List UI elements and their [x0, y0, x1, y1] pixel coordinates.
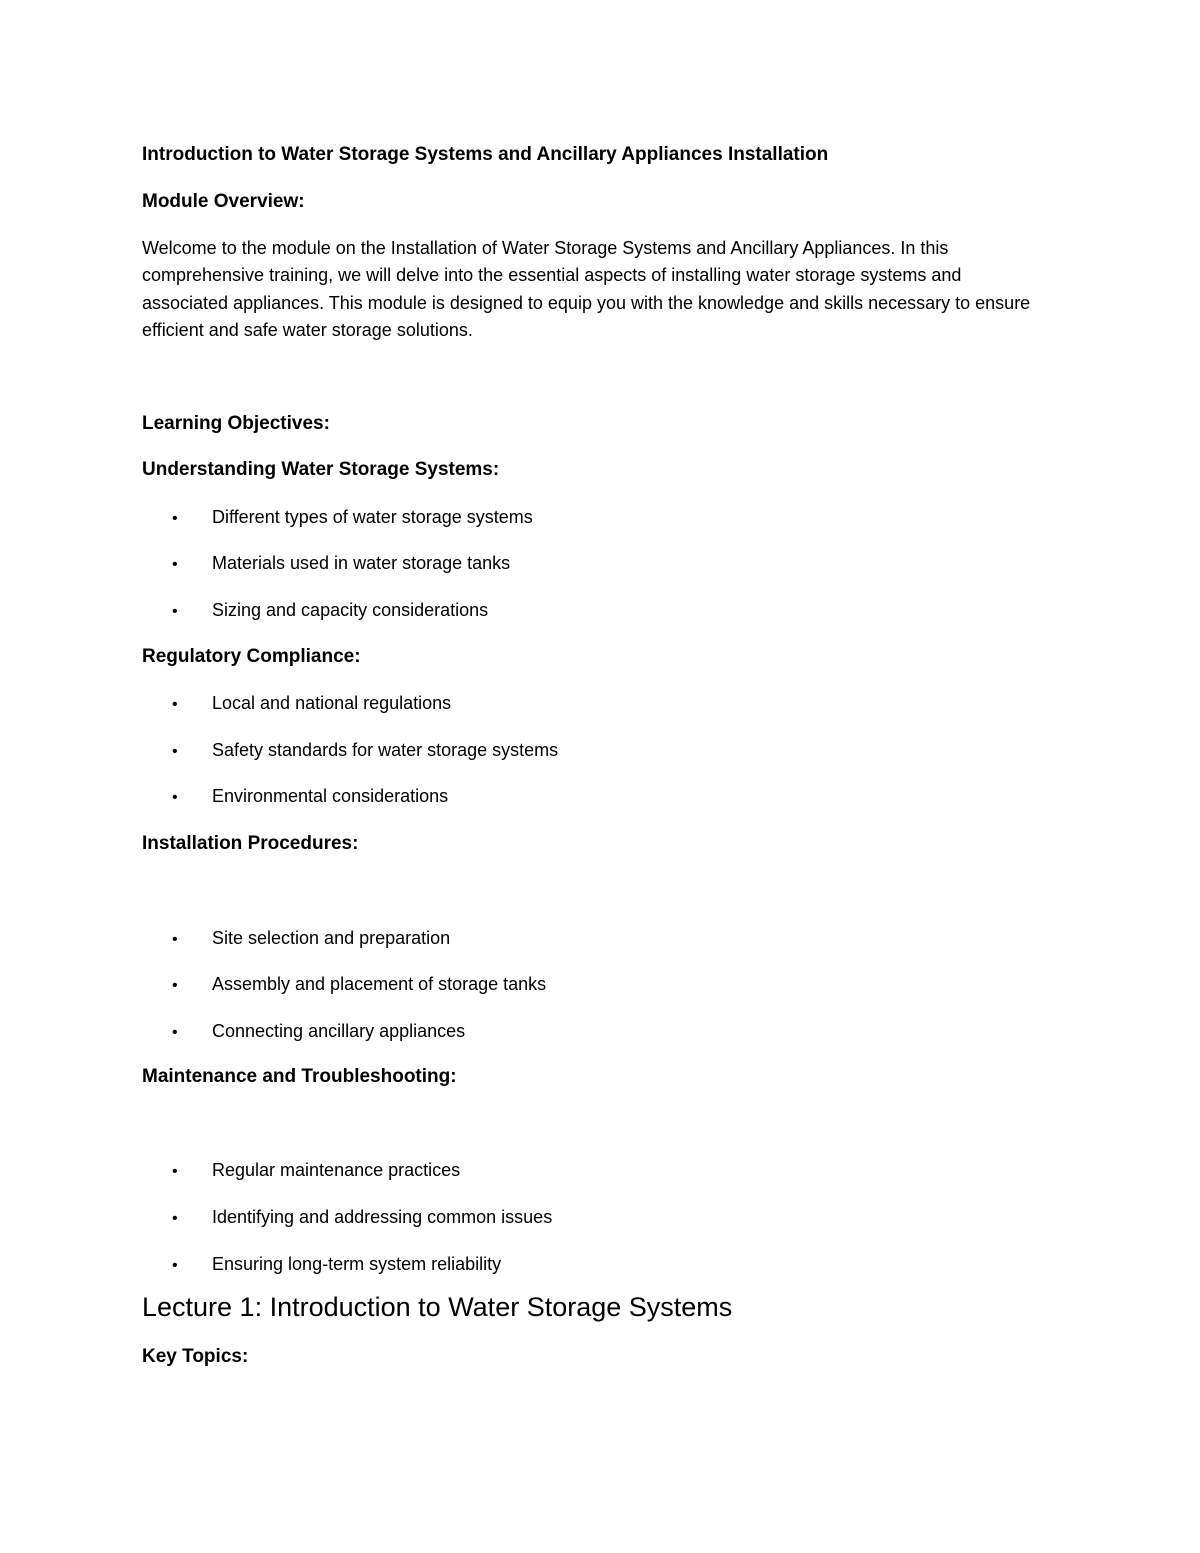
bullet-icon: •	[172, 977, 178, 994]
bullet-icon: •	[172, 743, 178, 760]
section-heading-maintenance: Maintenance and Troubleshooting:	[142, 1066, 457, 1087]
bullet-icon: •	[172, 789, 178, 806]
list-item-text: Environmental considerations	[212, 786, 449, 806]
module-overview-paragraph: Welcome to the module on the Installation of Water Storage Systems and Ancillary Appliances. In this comprehensive training, we will delve into the essential aspects of installing water storage systems and associated appliances. This module is designed to equip you with the knowledge and skills necessary to ensure efficient and safe water storage solutions.	[142, 238, 1031, 340]
list-item	[172, 692, 451, 716]
list-item-text: Assembly and placement of storage tanks	[212, 974, 547, 994]
bullet-icon: •	[172, 1024, 178, 1041]
list-item-text: Different types of water storage systems	[212, 507, 533, 527]
list-item	[172, 785, 448, 809]
list-item	[172, 927, 450, 951]
list-item	[172, 1020, 465, 1044]
list-item	[172, 1206, 552, 1230]
list-item	[172, 599, 488, 623]
section-heading-installation: Installation Procedures:	[142, 833, 359, 854]
bullet-icon: •	[172, 1257, 178, 1274]
list-item	[172, 552, 510, 576]
key-topics-heading: Key Topics:	[142, 1346, 249, 1367]
bullet-icon: •	[172, 696, 178, 713]
bullet-icon: •	[172, 1210, 178, 1227]
list-item-text: Identifying and addressing common issues	[212, 1207, 553, 1227]
list-item-text: Regular maintenance practices	[212, 1160, 461, 1180]
bullet-icon: •	[172, 510, 178, 527]
bullet-icon: •	[172, 603, 178, 620]
list-item	[172, 1159, 460, 1183]
list-item-text: Ensuring long-term system reliability	[212, 1254, 502, 1274]
section-heading-regulatory: Regulatory Compliance:	[142, 646, 361, 667]
list-item-text: Materials used in water storage tanks	[212, 553, 511, 573]
bullet-icon: •	[172, 1163, 178, 1180]
list-item-text: Sizing and capacity considerations	[212, 600, 489, 620]
list-item	[172, 506, 533, 530]
list-item	[172, 1253, 501, 1277]
list-item-text: Site selection and preparation	[212, 928, 451, 948]
list-item	[172, 973, 546, 997]
lecture-heading: Lecture 1: Introduction to Water Storage Systems	[142, 1292, 733, 1322]
list-item-text: Local and national regulations	[212, 693, 452, 713]
learning-objectives-heading: Learning Objectives:	[142, 413, 330, 434]
module-overview-heading: Module Overview:	[142, 191, 305, 212]
bullet-icon: •	[172, 931, 178, 948]
document-title: Introduction to Water Storage Systems and Ancillary Appliances Installation	[142, 144, 829, 165]
list-item	[172, 739, 558, 763]
list-item-text: Connecting ancillary appliances	[212, 1021, 466, 1041]
section-heading-understanding: Understanding Water Storage Systems:	[142, 459, 500, 480]
bullet-icon: •	[172, 556, 178, 573]
list-item-text: Safety standards for water storage systems	[212, 740, 559, 760]
